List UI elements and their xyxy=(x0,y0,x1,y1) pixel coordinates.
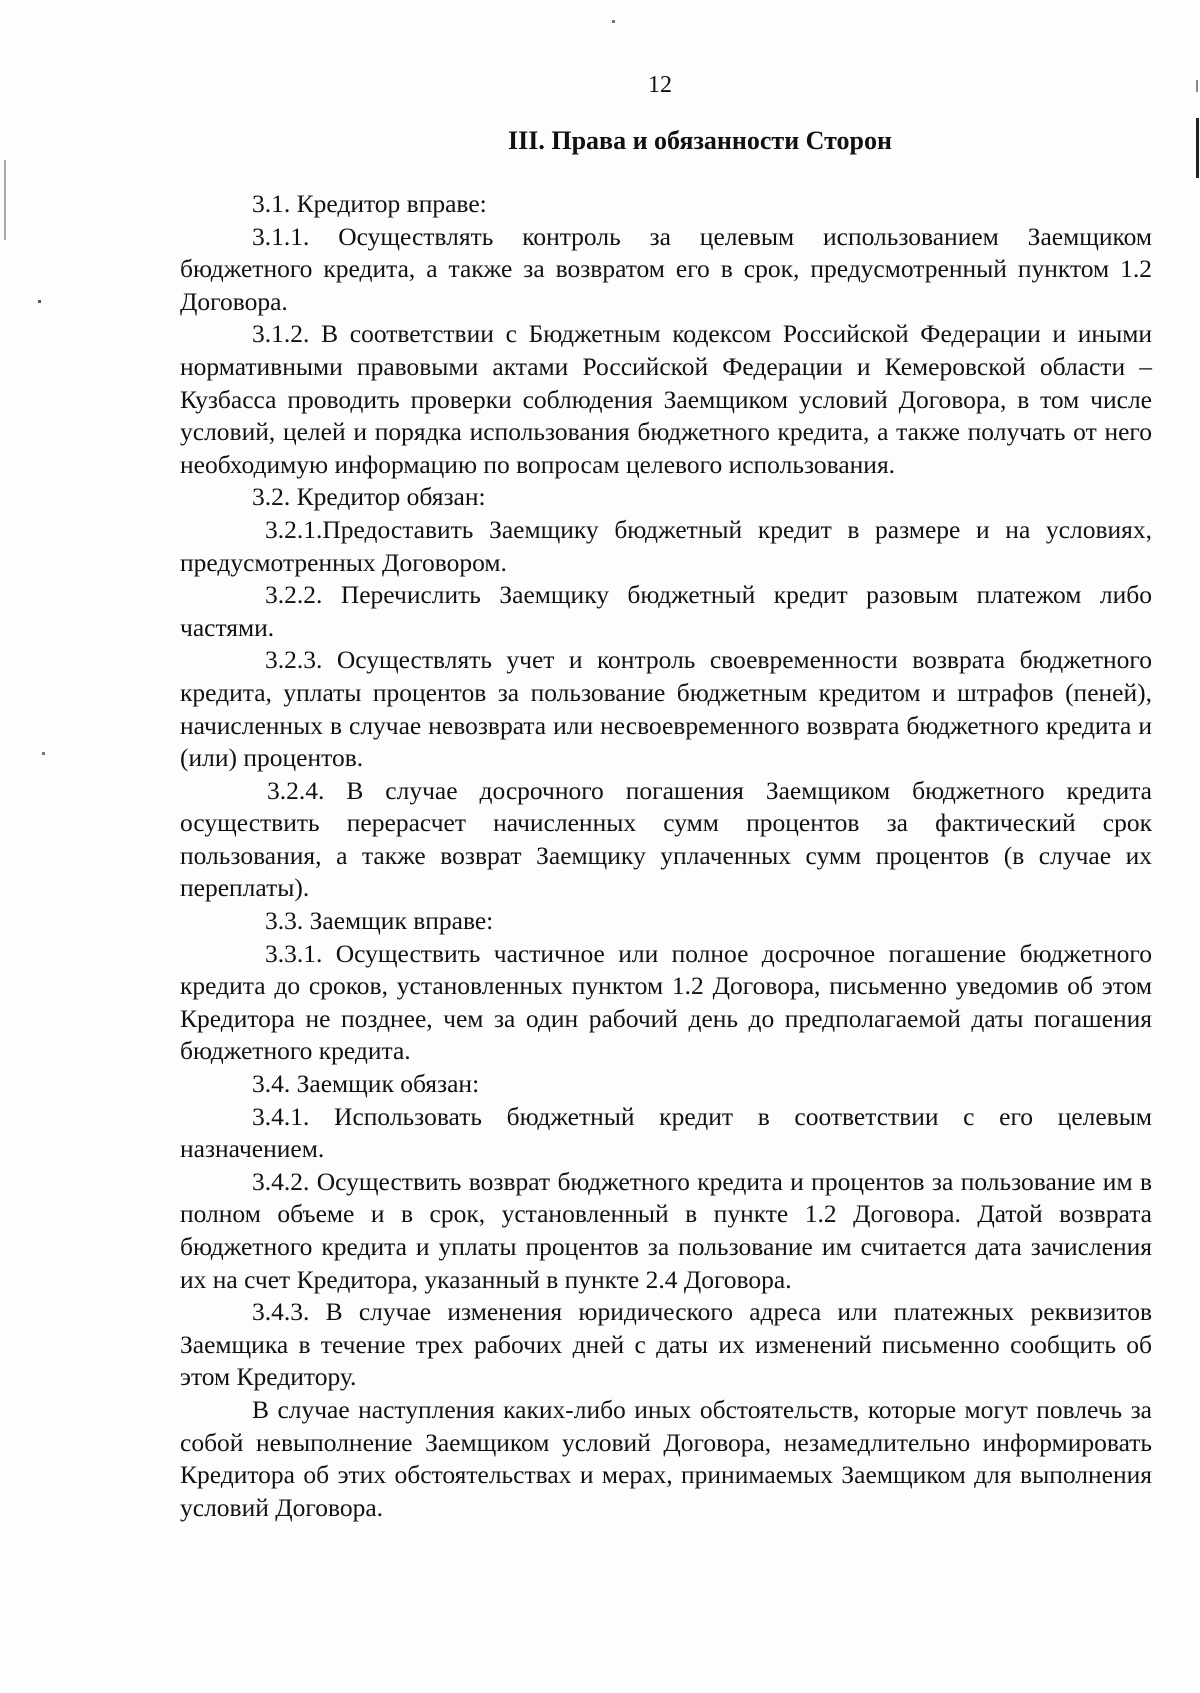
paragraph: 3.4.2. Осуществить возврат бюджетного кредита и процентов за пользование им в полном объеме и в срок, установленный в пункте 1.2 Договора. Датой возврата бюджетного кредита и уплаты процентов за пользование им считается дата зачисления их на счет Кредитора, указанный в пункте 2.4 Договора. xyxy=(180,1166,1152,1294)
section-heading: III. Права и обязанности Сторон xyxy=(508,126,892,155)
paragraph: В случае наступления каких-либо иных обстоятельств, которые могут повлечь за собой невыполнение Заемщиком условий Договора, незамедлительно информировать Кредитора об этих обстоятельствах и мерах, принимаемых Заемщиком для выполнения условий Договора. xyxy=(180,1394,1152,1522)
scan-speck xyxy=(42,752,45,755)
paragraph: 3.1.1. Осуществлять контроль за целевым использованием Заемщиком бюджетного кредита, а также за возвратом его в срок, предусмотренный пунктом 1.2 Договора. xyxy=(180,221,1152,316)
paragraph: 3.2. Кредитор обязан: xyxy=(252,482,486,512)
paragraph: 3.4.1. Использовать бюджетный кредит в соответствии с его целевым назначением. xyxy=(180,1101,1152,1164)
paragraph: 3.1.2. В соответствии с Бюджетным кодексом Российской Федерации и иными нормативными правовыми актами Российской Федерации и Кемеровской области – Кузбасса проводить проверки соблюдения Заемщиком условий Договора, в том числе условий, целей и порядка использования бюджетного кредита, а также получать от него необходимую информацию по вопросам целевого использования. xyxy=(180,319,1152,479)
paragraph: 3.2.3. Осуществлять учет и контроль своевременности возврата бюджетного кредита, уплаты процентов за пользование бюджетным кредитом и штрафов (пеней), начисленных в случае невозврата или несвоевременного возврата бюджетного кредита и (или) процентов. xyxy=(180,645,1152,773)
paragraph: 3.1. Кредитор вправе: xyxy=(252,189,487,218)
scan-speck xyxy=(612,20,615,23)
paragraph: 3.3. Заемщик вправе: xyxy=(265,906,494,936)
scan-margin-mark xyxy=(4,160,6,240)
paragraph: 3.2.1.Предоставить Заемщику бюджетный кредит в размере и на условиях, предусмотренных Договором. xyxy=(180,514,1152,577)
document-body xyxy=(180,188,1152,1524)
paragraph: 3.4. Заемщик обязан: xyxy=(252,1069,480,1099)
paragraph: 3.2.2. Перечислить Заемщику бюджетный кредит разовым платежом либо частями. xyxy=(180,580,1152,642)
paragraph: 3.2.4. В случае досрочного погашения Заемщиком бюджетного кредита осуществить перерасчет начисленных сумм процентов за фактический срок пользования, а также возврат Заемщику уплаченных сумм процентов (в случае их переплаты). xyxy=(180,775,1152,903)
page-number: 12 xyxy=(648,72,672,98)
paragraph: 3.3.1. Осуществить частичное или полное досрочное погашение бюджетного кредита до сроков, установленных пунктом 1.2 Договора, письменно уведомив об этом Кредитора не позднее, чем за один рабочий день до предполагаемой даты погашения бюджетного кредита. xyxy=(180,938,1152,1066)
paragraph: 3.4.3. В случае изменения юридического адреса или платежных реквизитов Заемщика в течение трех рабочих дней с даты их изменений письменно сообщить об этом Кредитору. xyxy=(180,1297,1152,1392)
scan-speck xyxy=(38,300,41,303)
